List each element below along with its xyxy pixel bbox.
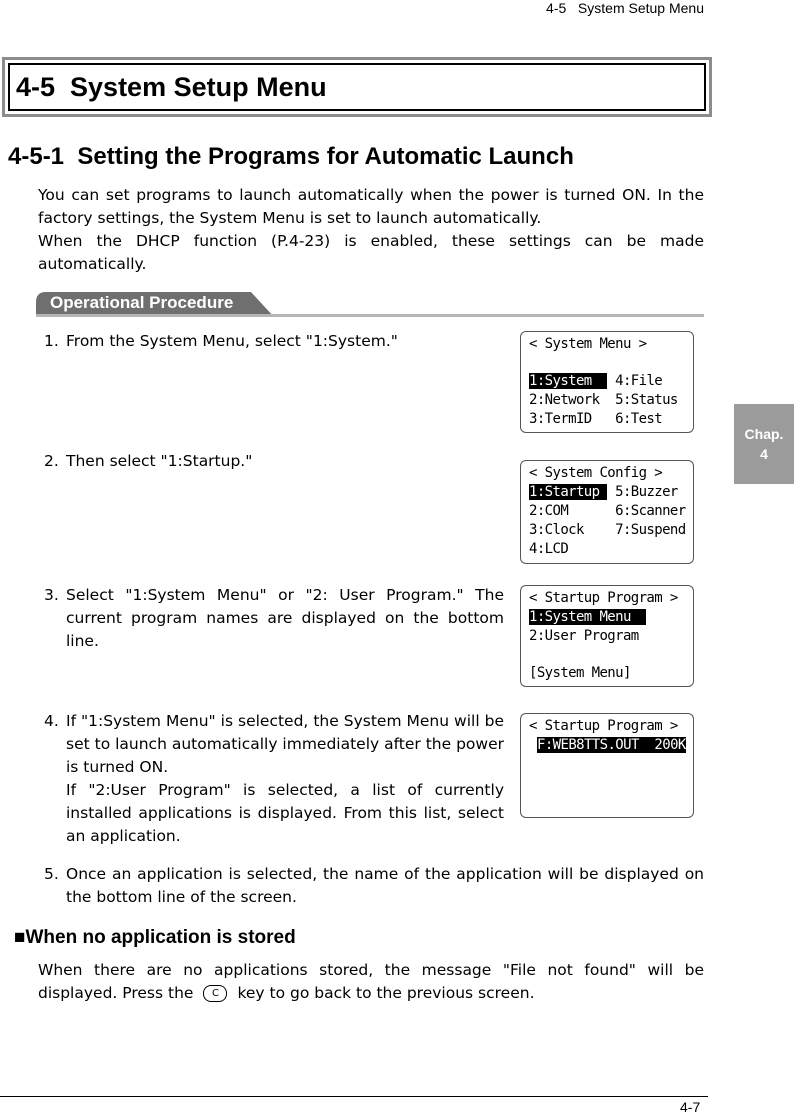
screen-line: < System Menu > <box>529 336 647 352</box>
procedure-label: Operational Procedure <box>50 293 234 312</box>
screen-line: 3:Clock 7:Suspend <box>529 522 686 538</box>
step-number: 2. <box>44 452 59 470</box>
step-text: Select "1:System Menu" or "2: User Program." The current program names are displayed on the bottom line. <box>66 586 504 650</box>
screen-line: 2:User Program <box>529 628 639 644</box>
screen-startup-program <box>520 585 694 687</box>
selected-item: 1:System Menu <box>529 609 647 625</box>
menu-item: 5:Buzzer <box>607 484 678 500</box>
step-text-continued: If "2:User Program" is selected, a list of currently installed applications is displayed. From this list, select an application. <box>66 781 504 845</box>
running-header: 4-5 System Setup Menu <box>546 0 704 16</box>
screen-startup-program-list <box>520 713 694 818</box>
subsection-heading: ■When no application is stored <box>14 927 296 948</box>
no-app-paragraph <box>38 959 704 1005</box>
no-app-text-end: key to go back to the previous screen. <box>237 984 535 1002</box>
step-text: Then select "1:Startup." <box>66 452 253 470</box>
screen-line <box>529 483 678 502</box>
selected-item: F:WEB8TTS.OUT 200K <box>537 737 686 753</box>
step-number: 5. <box>44 865 59 883</box>
step-number: 3. <box>44 586 59 604</box>
screen-line: 4:LCD <box>529 541 569 557</box>
screen-line: 2:Network 5:Status <box>529 392 678 408</box>
step-5 <box>44 863 704 909</box>
intro-paragraph-2: When the DHCP function (P.4-23) is enabled, these settings can be made automatically. <box>38 232 704 273</box>
screen-line: 2:COM 6:Scanner <box>529 503 686 519</box>
procedure-divider <box>36 314 704 317</box>
footer-divider <box>0 1096 708 1097</box>
step-text: Once an application is selected, the name of the application will be displayed on the bottom line of the screen. <box>66 865 704 906</box>
step-text: If "1:System Menu" is selected, the System Menu will be set to launch automatically immediately after the power is turned ON. <box>66 712 504 776</box>
menu-item: 4:File <box>607 373 663 389</box>
screen-line <box>537 736 686 755</box>
section-title: 4-5-1 Setting the Programs for Automatic Launch <box>8 143 574 170</box>
step-4 <box>44 710 504 848</box>
c-key-icon: C <box>203 985 227 1002</box>
side-tab-number: 4 <box>760 446 768 462</box>
step-number: 1. <box>44 332 59 350</box>
no-app-text: When there are no applications stored, the message "File not found" will be displayed. Press the <box>38 961 704 1002</box>
screen-line: [System Menu] <box>529 665 631 681</box>
screen-line: < System Config > <box>529 465 663 481</box>
screen-line: < Startup Program > <box>529 590 678 606</box>
chapter-title-box <box>2 57 712 117</box>
selected-item: 1:Startup <box>529 484 608 500</box>
selected-item: 1:System <box>529 373 608 389</box>
step-text: From the System Menu, select "1:System." <box>66 332 398 350</box>
screen-line <box>529 608 646 627</box>
intro-paragraph-1: You can set programs to launch automatically when the power is turned ON. In the factory settings, the System Menu is set to launch automatically. <box>38 186 704 227</box>
screen-line: < Startup Program > <box>529 718 678 734</box>
step-1 <box>44 330 504 353</box>
page-number: 4-7 <box>680 1099 701 1115</box>
step-number: 4. <box>44 712 59 730</box>
screen-system-menu <box>520 331 694 433</box>
side-tab-chap: Chap. <box>744 426 784 442</box>
step-2 <box>44 450 504 473</box>
screen-system-config <box>520 460 694 564</box>
chapter-side-tab <box>734 404 794 484</box>
step-3 <box>44 584 504 653</box>
page-title: 4-5 System Setup Menu <box>8 63 706 111</box>
screen-line: 3:TermID 6:Test <box>529 411 663 427</box>
screen-line <box>529 372 662 391</box>
